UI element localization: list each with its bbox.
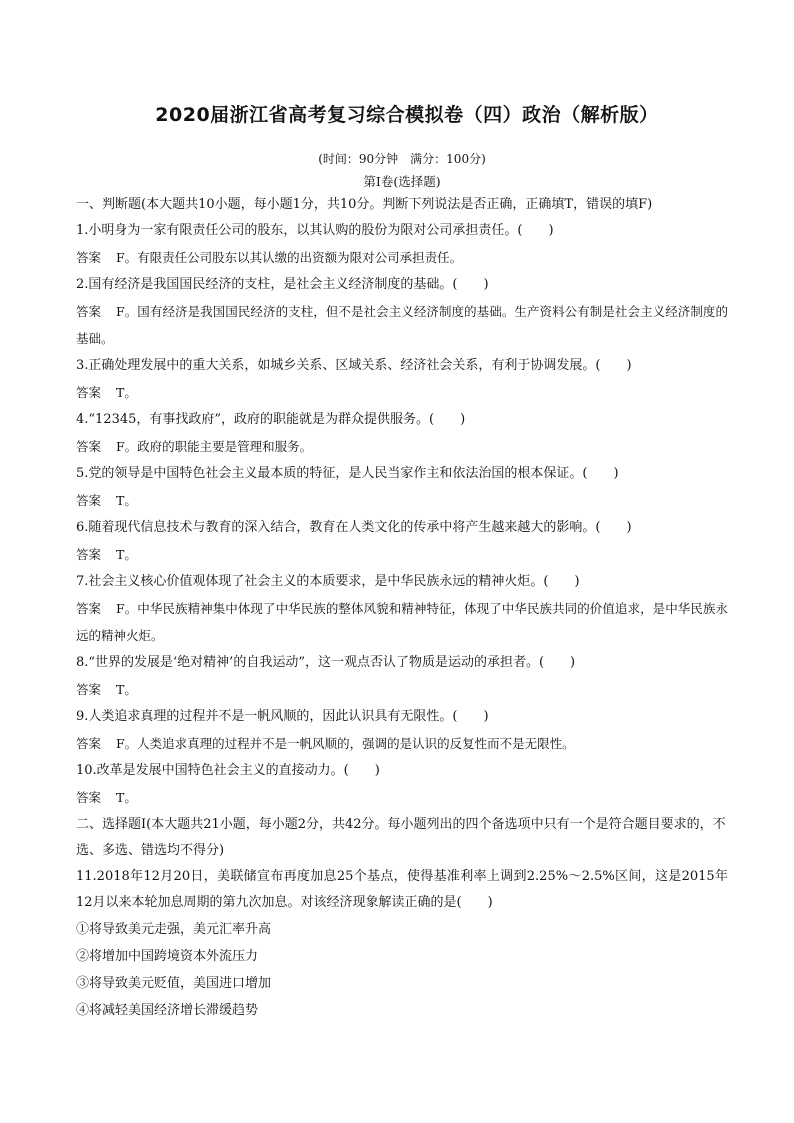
answer-label: 答案: [76, 385, 102, 400]
answer-label: 答案: [76, 304, 102, 319]
question-6: 6.随着现代信息技术与教育的深入结合，教育在人类文化的传承中将产生越来越大的影响。( ): [76, 520, 632, 535]
answer-label: 答案: [76, 250, 102, 265]
answer-text: T。: [116, 385, 137, 400]
section-1-heading: 一、判断题(本大题共10小题，每小题1分，共10分。判断下列说法是否正确，正确填T，错误的填F): [76, 197, 653, 212]
answer-label: 答案: [76, 682, 102, 697]
answer-4: [76, 433, 728, 460]
answer-text: F。人类追求真理的过程并不是一帆风顺的，强调的是认识的反复性而不是无限性。: [116, 736, 575, 751]
answer-label: 答案: [76, 790, 102, 805]
question-7: 7.社会主义核心价值观体现了社会主义的本质要求，是中华民族永远的精神火炬。( ): [76, 574, 580, 589]
question-4: 4.“12345，有事找政府”，政府的职能就是为群众提供服务。( ): [76, 412, 466, 427]
section-2-heading: 二、选择题Ⅰ(本大题共21小题，每小题2分，共42分。每小题列出的四个备选项中只有一个是符合题目要求的，不选、多选、错选均不得分): [76, 817, 726, 858]
option-2: ②将增加中国跨境资本外流压力: [76, 949, 259, 964]
question-11: 11.2018年12月20日，美联储宣布再度加息25个基点，使得基准利率上调到2.25%～2.5%区间，这是2015年12月以来本轮加息周期的第九次加息。对该经济现象解读正确的是( ): [76, 869, 728, 910]
answer-text: F。国有经济是我国国民经济的支柱，但不是社会主义经济制度的基础。生产资料公有制是社会主义经济制度的基础。: [76, 304, 728, 346]
answer-3: [76, 379, 728, 406]
answer-text: T。: [116, 790, 137, 805]
answer-label: 答案: [76, 493, 102, 508]
answer-text: F。中华民族精神集中体现了中华民族的整体风貌和精神特征，体现了中华民族共同的价值追求，是中华民族永远的精神火炬。: [76, 601, 728, 643]
answer-1: [76, 244, 728, 271]
answer-label: 答案: [76, 736, 102, 751]
answer-8: [76, 676, 728, 703]
question-9: 9.人类追求真理的过程并不是一帆风顺的，因此认识具有无限性。( ): [76, 709, 489, 724]
answer-9: [76, 730, 728, 757]
document-title: 2020届浙江省高考复习综合模拟卷（四）政治（解析版）: [155, 104, 659, 126]
answer-text: F。政府的职能主要是管理和服务。: [116, 439, 313, 454]
question-10: 10.改革是发展中国特色社会主义的直接动力。( ): [76, 763, 380, 778]
answer-text: T。: [116, 682, 137, 697]
exam-meta: (时间：90分钟 满分：100分): [318, 152, 486, 166]
answer-7: [76, 595, 728, 649]
question-3: 3.正确处理发展中的重大关系，如城乡关系、区域关系、经济社会关系，有利于协调发展。( ): [76, 358, 632, 373]
answer-label: 答案: [76, 601, 102, 616]
option-4: ④将减轻美国经济增长滞缓趋势: [76, 1003, 259, 1018]
answer-text: T。: [116, 493, 137, 508]
option-3: ③将导致美元贬值，美国进口增加: [76, 976, 272, 991]
question-8: 8.“世界的发展是‘绝对精神’的自我运动”，这一观点否认了物质是运动的承担者。( ): [76, 655, 576, 670]
volume-heading: 第Ⅰ卷(选择题): [363, 174, 441, 189]
answer-2: [76, 298, 728, 352]
answer-text: F。有限责任公司股东以其认缴的出资额为限对公司承担责任。: [116, 250, 463, 265]
question-5: 5.党的领导是中国特色社会主义最本质的特征，是人民当家作主和依法治国的根本保证。( ): [76, 466, 619, 481]
answer-text: T。: [116, 547, 137, 562]
option-1: ①将导致美元走强，美元汇率升高: [76, 922, 272, 937]
answer-6: [76, 541, 728, 568]
answer-label: 答案: [76, 439, 102, 454]
answer-5: [76, 487, 728, 514]
question-2: 2.国有经济是我国国民经济的支柱，是社会主义经济制度的基础。( ): [76, 277, 489, 292]
question-1: 1.小明身为一家有限责任公司的股东，以其认购的股份为限对公司承担责任。( ): [76, 223, 554, 238]
answer-label: 答案: [76, 547, 102, 562]
answer-10: [76, 784, 728, 811]
